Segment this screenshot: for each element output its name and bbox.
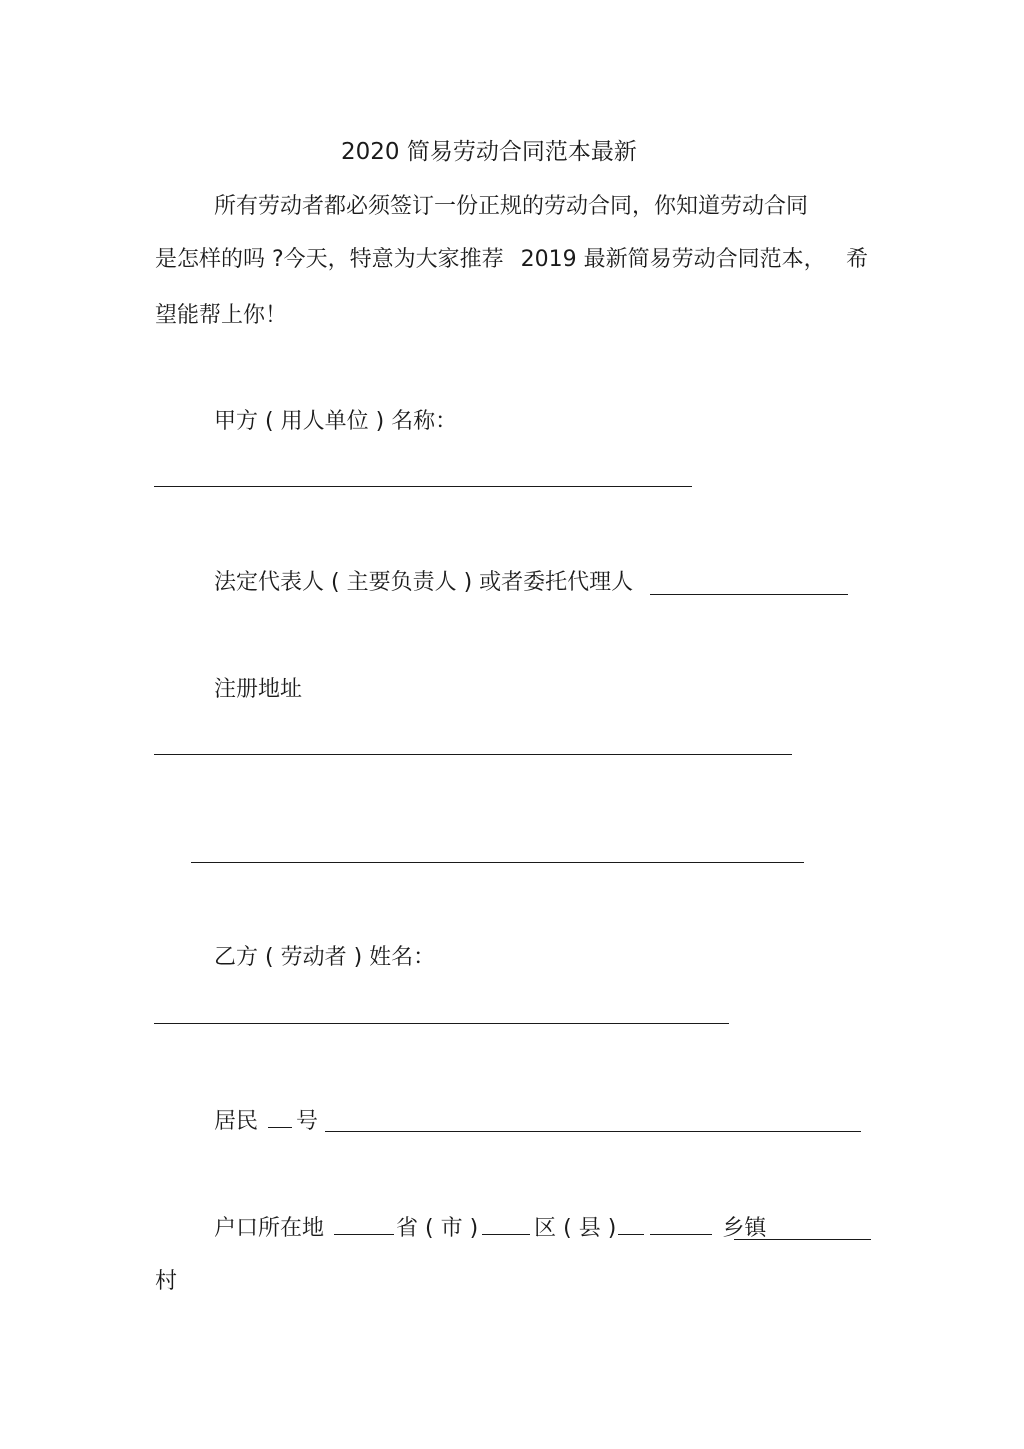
intro-line-2-part-b: 2019 最新简易劳动合同范本， <box>520 247 826 272</box>
registered-address-label: 注册地址 <box>214 677 303 702</box>
hukou-district-blank <box>482 1212 530 1235</box>
party-a-name-blank <box>154 486 692 487</box>
resident-id-line <box>214 1105 318 1137</box>
party-b-name-label: 乙方 ( 劳动者 ) 姓名： <box>214 945 436 970</box>
hukou-label: 户口所在地 <box>214 1216 325 1241</box>
hukou-town-label: 乡镇 <box>722 1216 767 1241</box>
hukou-village-blank <box>734 1239 871 1240</box>
intro-line-3: 望能帮上你！ <box>155 303 288 328</box>
registered-address-blank-1 <box>154 754 792 755</box>
party-b-name-blank <box>154 1023 729 1024</box>
hukou-province-label: 省 ( 市 ) <box>396 1216 479 1241</box>
resident-id-label-a: 居民 <box>214 1109 259 1134</box>
hukou-district-label: 区 ( 县 ) <box>534 1216 617 1241</box>
hukou-county-blank <box>618 1212 644 1235</box>
hukou-province-blank <box>334 1212 394 1235</box>
document-title: 2020 简易劳动合同范本最新 <box>341 139 637 165</box>
legal-representative-label: 法定代表人 ( 主要负责人 ) 或者委托代理人 <box>214 570 634 595</box>
intro-line-1: 所有劳动者都必须签订一份正规的劳动合同，你知道劳动合同 <box>214 194 809 219</box>
party-a-name-label: 甲方 ( 用人单位 ) 名称： <box>214 409 458 434</box>
intro-line-2-part-c: 希 <box>846 247 869 272</box>
resident-id-blank-long <box>325 1131 861 1132</box>
resident-id-label-b: 号 <box>296 1109 319 1134</box>
hukou-line <box>214 1212 766 1244</box>
hukou-town-blank <box>650 1212 712 1235</box>
hukou-village-label: 村 <box>155 1269 178 1294</box>
resident-id-blank-short <box>268 1105 292 1128</box>
legal-representative-blank <box>650 594 848 595</box>
intro-line-2-part-a: 是怎样的吗 ?今天，特意为大家推荐 <box>155 247 504 272</box>
intro-line-2 <box>155 245 826 275</box>
registered-address-blank-2 <box>191 862 804 863</box>
